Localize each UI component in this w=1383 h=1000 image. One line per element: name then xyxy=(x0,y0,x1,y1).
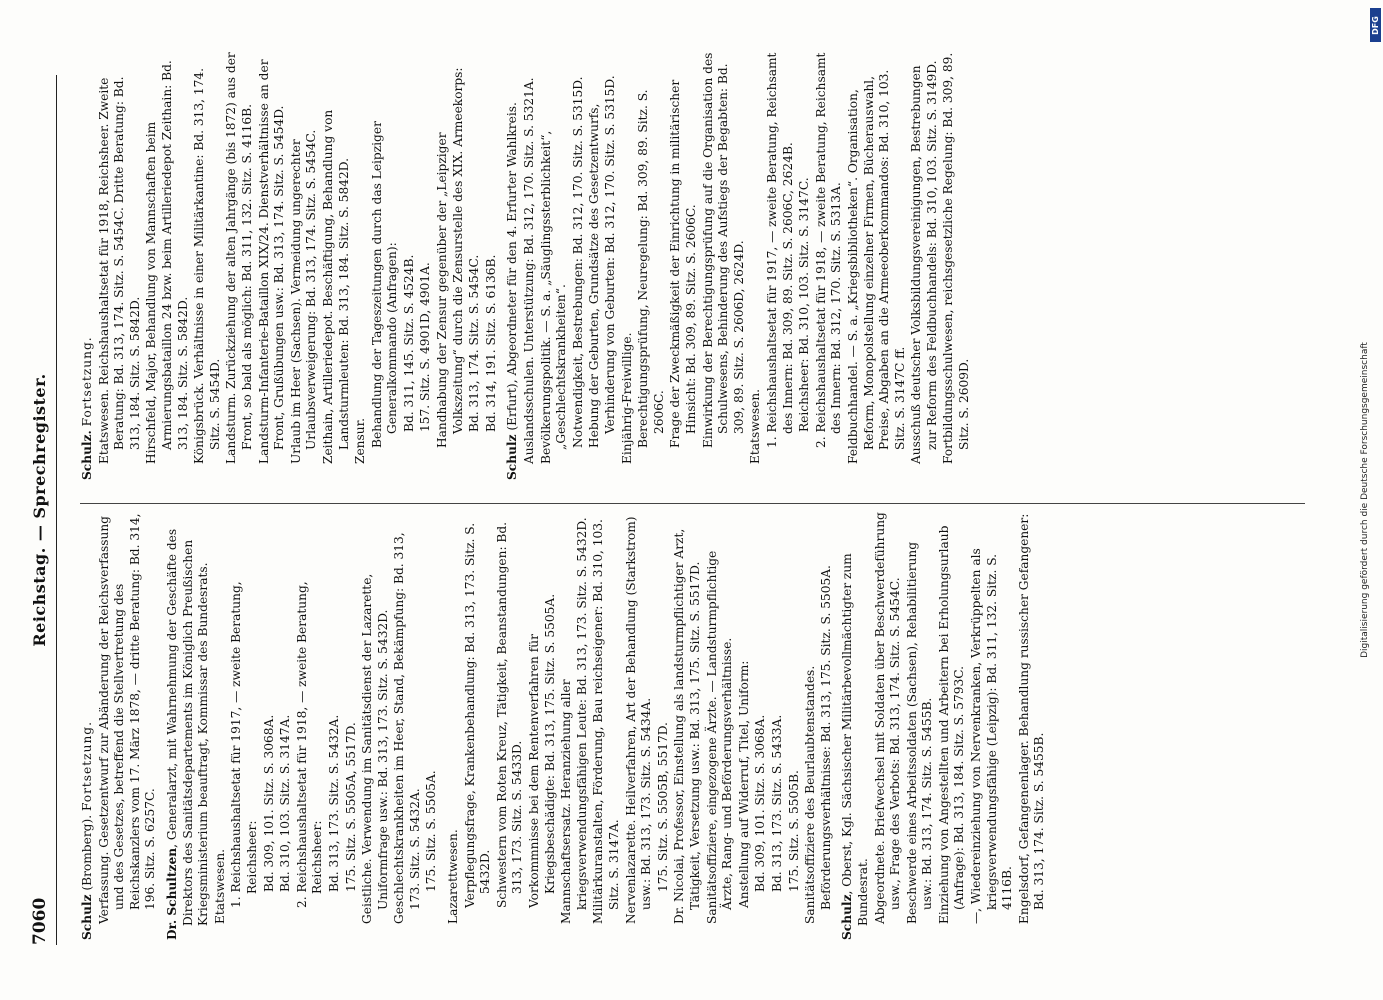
register-entry: Sanitätsoffiziere, eingezogene Ärzte. — Landsturmpflichtige Ärzte, Rang- und Beförderungsverhältnisse. xyxy=(704,550,735,924)
register-entry: —, Wiedereinziehung von Nervenkranken, Verkrüppelten als kriegsverwendungsfähige (Leipzig): Bd. 311, 132. Sitz. S. 4116B. xyxy=(969,548,1015,924)
register-entry: Urlaub im Heer (Sachsen). Vermeidung ungerechter Urlaubsverweigerung: Bd. 313, 174. Sitz. S. 5454C. xyxy=(288,129,319,464)
register-entry: Dr. Schultzen, Generalarzt, mit Wahrnehmung der Geschäfte des Direktors des Sanitätsdepartements im Königlich Preußischen Kriegsministerium beauftragt, Kommissar des Bundesrats. xyxy=(164,528,211,940)
running-head xyxy=(26,75,57,945)
register-entry: Schulz, Oberst, Kgl. Sächsischer Militärbevollmächtigter zum Bundesrat. xyxy=(840,553,870,940)
register-entry: 175. Sitz. S. 5505B, 5517D. xyxy=(655,722,670,892)
register-entry: Vorkommnisse bei dem Rentenverfahren für Kriegsbeschädigte: Bd. 313, 175. Sitz. S. 5505A. xyxy=(527,593,557,908)
register-entry: Bd. 310, 103. Sitz. S. 3147A. xyxy=(278,714,293,892)
page-number: 7060 xyxy=(30,897,50,945)
register-entry: Schulz. Fortsetzung. xyxy=(80,336,94,480)
register-entry: Schulz (Erfurt), Abgeordneter für den 4. Erfurter Wahlkreis. xyxy=(505,102,520,480)
register-entry: Frage der Zweckmäßigkeit der Einrichtung in militärischer Hinsicht: Bd. 309, 89. Sitz. S. 2606C. xyxy=(668,79,698,448)
register-entry: Einziehung von Angestellten und Arbeitern bei Erholungsurlaub (Anfrage): Bd. 313, 184. Sitz. S. 5793C. xyxy=(936,525,967,924)
register-entry: 175. Sitz. S. 5505A. xyxy=(424,770,439,892)
register-entry: Ausschuß deutscher Volksbildungsvereinigungen, Bestrebungen zur Reform des Feldbuchhandels: Bd. 310, 103. Sitz. S. 3149D. xyxy=(909,60,939,464)
register-entry: Landsturm-Infanterie-Bataillon XIX/24. Dienstverhältnisse an der Front, Grußübungen usw.: Bd. 313, 174. Sitz. S. 5454D. xyxy=(256,59,287,464)
register-entry: 1. Reichshaushaltsetat für 1917, — zweite Beratung, Reichsheer: xyxy=(229,581,259,908)
register-entry: Landsturm. Zurückziehung der alten Jahrgänge (bis 1872) aus der Front, so bald als möglich: Bd. 311, 132. Sitz. S. 4116B. xyxy=(224,52,254,464)
register-entry: Mannschaftsersatz. Heranziehung aller kriegsverwendungsfähigen Leute: Bd. 313, 173. Sitz. S. 5432D. xyxy=(559,517,589,924)
register-entry: Schulz (Bromberg). Fortsetzung. xyxy=(80,721,94,940)
register-entry: Etatswesen. Reichshaushaltsetat für 1918, Reichsheer. Zweite Beratung: Bd. 313, 174. Sitz. S. 5454C. Dritte Beratung: Bd. 313, 184. Sitz. S. 5842D. xyxy=(96,76,142,464)
register-entry: Etatswesen. xyxy=(748,388,763,464)
register-entry: Einjährig-Freiwillige. xyxy=(619,332,634,464)
register-entry: Einwirkung der Berechtigungsprüfung auf die Organisation des Schulwesens, Behinderung des Aufstiegs der Begabten: Bd. 309, 89. Sitz. S. 2606D, 2624D. xyxy=(700,52,746,448)
column-divider xyxy=(80,503,1305,504)
register-entry: Zeithain, Artilleriedepot. Beschäftigung, Behandlung von Landsturmleuten: Bd. 313, 184. Sitz. S. 5842D. xyxy=(320,109,351,464)
register-entry: 2. Reichshaushaltsetat für 1918, — zweite Beratung, Reichsamt des Innern: Bd. 312, 170. Sitz. S. 5313A. xyxy=(813,52,844,448)
register-entry: Königsbrück. Verhältnisse in einer Militärkantine: Bd. 313, 174. Sitz. S. 5454D. xyxy=(192,68,222,464)
register-entry: Sanitätsoffiziere des Beurlaubtenstandes. Beförderungsverhältnisse: Bd. 313, 175. Sitz. S. 5505A. xyxy=(803,565,833,924)
register-entry: Engelsdorf, Gefangenenlager. Behandlung russischer Gefangener: Bd. 313, 174. Sitz. S. 5455B. xyxy=(1016,513,1047,924)
right-column xyxy=(80,52,1310,480)
register-entry: 157. Sitz. S. 4901D, 4901A. xyxy=(418,262,433,432)
page-title: Reichstag. — Sprechregister. xyxy=(30,373,49,647)
register-entry: Militärkuranstalten, Förderung, Bau reichseigener: Bd. 310, 103. Sitz. S. 3147A. xyxy=(591,519,621,924)
register-entry: Feldbuchhandel. — S. a. „Kriegsbibliotheken“. Organisation, Reform, Monopolstellung einzelner Firmen, Bücherauswahl, Preise, Abgaben an die Armeeoberkommandos: Bd. 310, 103. Sitz. S. 3147C ff. xyxy=(845,69,907,464)
register-entry: Beschwerde eines Arbeitssoldaten (Sachsen), Rehabilitierung usw.: Bd. 313, 174. Sitz. S. 5455B. xyxy=(904,541,935,924)
register-entry: Abgeordnete. Briefwechsel mit Soldaten über Beschwerdeführung usw., Frage des Verbots: Bd. 313, 174. Sitz. S. 5454C. xyxy=(872,512,903,924)
register-entry: Bd. 313, 174. Sitz. S. 5454C. xyxy=(467,254,482,432)
register-entry: Bd. 313, 173. Sitz. S. 5432A. xyxy=(326,714,341,892)
register-entry: Bd. 309, 101. Sitz. S. 3068A. xyxy=(753,714,768,892)
register-entry: Bd. 313, 173. Sitz. S. 5433A. xyxy=(769,714,784,892)
register-entry: Reichsheer: Bd. 310, 103. Sitz. S. 3147C. xyxy=(797,177,812,432)
dfg-logo xyxy=(1370,8,1381,42)
register-entry: Verpflegungsfrage, Krankenbehandlung: Bd. 313, 173. Sitz. S. 5432D. xyxy=(462,522,493,908)
register-entry: Lazarettwesen. xyxy=(446,829,461,924)
register-entry: Anstellung auf Widerruf, Titel, Uniform: xyxy=(736,660,751,908)
register-entry: Handhabung der Zensur gegenüber der „Leipziger Volkszeitung“ durch die Zensurstelle des XIX. Armeekorps: xyxy=(435,67,465,448)
register-entry: 2. Reichshaushaltsetat für 1918, — zweite Beratung, Reichsheer: xyxy=(294,581,325,908)
register-entry: Etatswesen. xyxy=(212,848,227,924)
dfg-logo-text: DFG xyxy=(1371,15,1381,35)
register-entry: Geschlechtskrankheiten im Heer, Stand, Bekämpfung: Bd. 313, 173. Sitz. S. 5432A. xyxy=(392,532,422,924)
left-column xyxy=(80,512,1310,940)
register-entry: Verfassung. Gesetzentwurf zur Abänderung der Reichsverfassung und des Gesetzes, betreffend die Stellvertretung des Reichskanzlers vom 17. März 1878, — dritte Beratung: Bd. 314, 196. Sitz. S. 6257C. xyxy=(96,513,158,924)
register-entry: Fortbildungsschulwesen, reichsgesetzliche Regelung: Bd. 309, 89. Sitz. S. 2609D. xyxy=(941,52,972,464)
register-entry: Behandlung der Tageszeitungen durch das Leipziger Generalkommando (Anfragen): xyxy=(369,121,400,448)
register-entry: Berechtigungsprüfung, Neuregelung: Bd. 309, 89. Sitz. S. 2606C. xyxy=(636,89,666,448)
register-entry: Geistliche. Verwendung im Sanitätsdienst der Lazarette, Uniformfrage usw.: Bd. 313, 173. Sitz. S. 5432D. xyxy=(360,573,390,924)
register-entry: Notwendigkeit, Bestrebungen: Bd. 312, 170. Sitz. S. 5315D. xyxy=(570,76,585,448)
register-entry: Dr. Nicolai, Professor, Einstellung als landsturmpflichtiger Arzt, Tätigkeit, Versetzung usw.: Bd. 313, 175. Sitz. S. 5517D. xyxy=(672,528,702,924)
register-entry: Bd. 309, 101. Sitz. S. 3068A. xyxy=(261,714,276,892)
register-entry: Bd. 311, 145. Sitz. S. 4524B. xyxy=(401,254,416,432)
register-entry: 175. Sitz. S. 5505B. xyxy=(786,770,801,892)
register-entry: Bevölkerungspolitik. — S. a. „Säuglingssterblichkeit“, „Geschlechtskrankheiten“. xyxy=(538,130,569,464)
register-entry: Schwestern vom Roten Kreuz, Tätigkeit, Beanstandungen: Bd. 313, 173. Sitz. S. 5433D. xyxy=(494,521,525,908)
register-entry: Auslandsschulen. Unterstützung: Bd. 312, 170. Sitz. S. 5321A. xyxy=(522,77,537,464)
register-entry: Bd. 314, 191. Sitz. S. 6136B. xyxy=(483,254,498,432)
register-entry: 1. Reichshaushaltsetat für 1917, — zweite Beratung, Reichsamt des Innern: Bd. 309, 89. Sitz. S. 2606C, 2624B. xyxy=(764,52,795,448)
register-entry: 175. Sitz. S. 5505A, 5517D. xyxy=(343,722,358,892)
register-entry: Hebung der Geburten, Grundsätze des Gesetzentwurfs, Verhinderung von Geburten: Bd. 312, 170. Sitz. S. 5315D. xyxy=(587,75,617,448)
register-entry: Nervenlazarette. Heilverfahren, Art der Behandlung (Starkstrom) usw.: Bd. 313, 173. Sitz. S. 5434A. xyxy=(623,516,654,924)
register-entry: Hirschfeld, Major, Behandlung von Mannschaften beim Armierungsbataillon 24 bzw. beim Artilleriedepot Zeithain: Bd. 313, 184. Sitz. S. 5842D. xyxy=(144,60,190,464)
credit-text: Digitalisierung gefördert durch die Deutsche Forschungsgemeinschaft xyxy=(1360,342,1370,658)
register-entry: Zensur. xyxy=(353,418,368,464)
